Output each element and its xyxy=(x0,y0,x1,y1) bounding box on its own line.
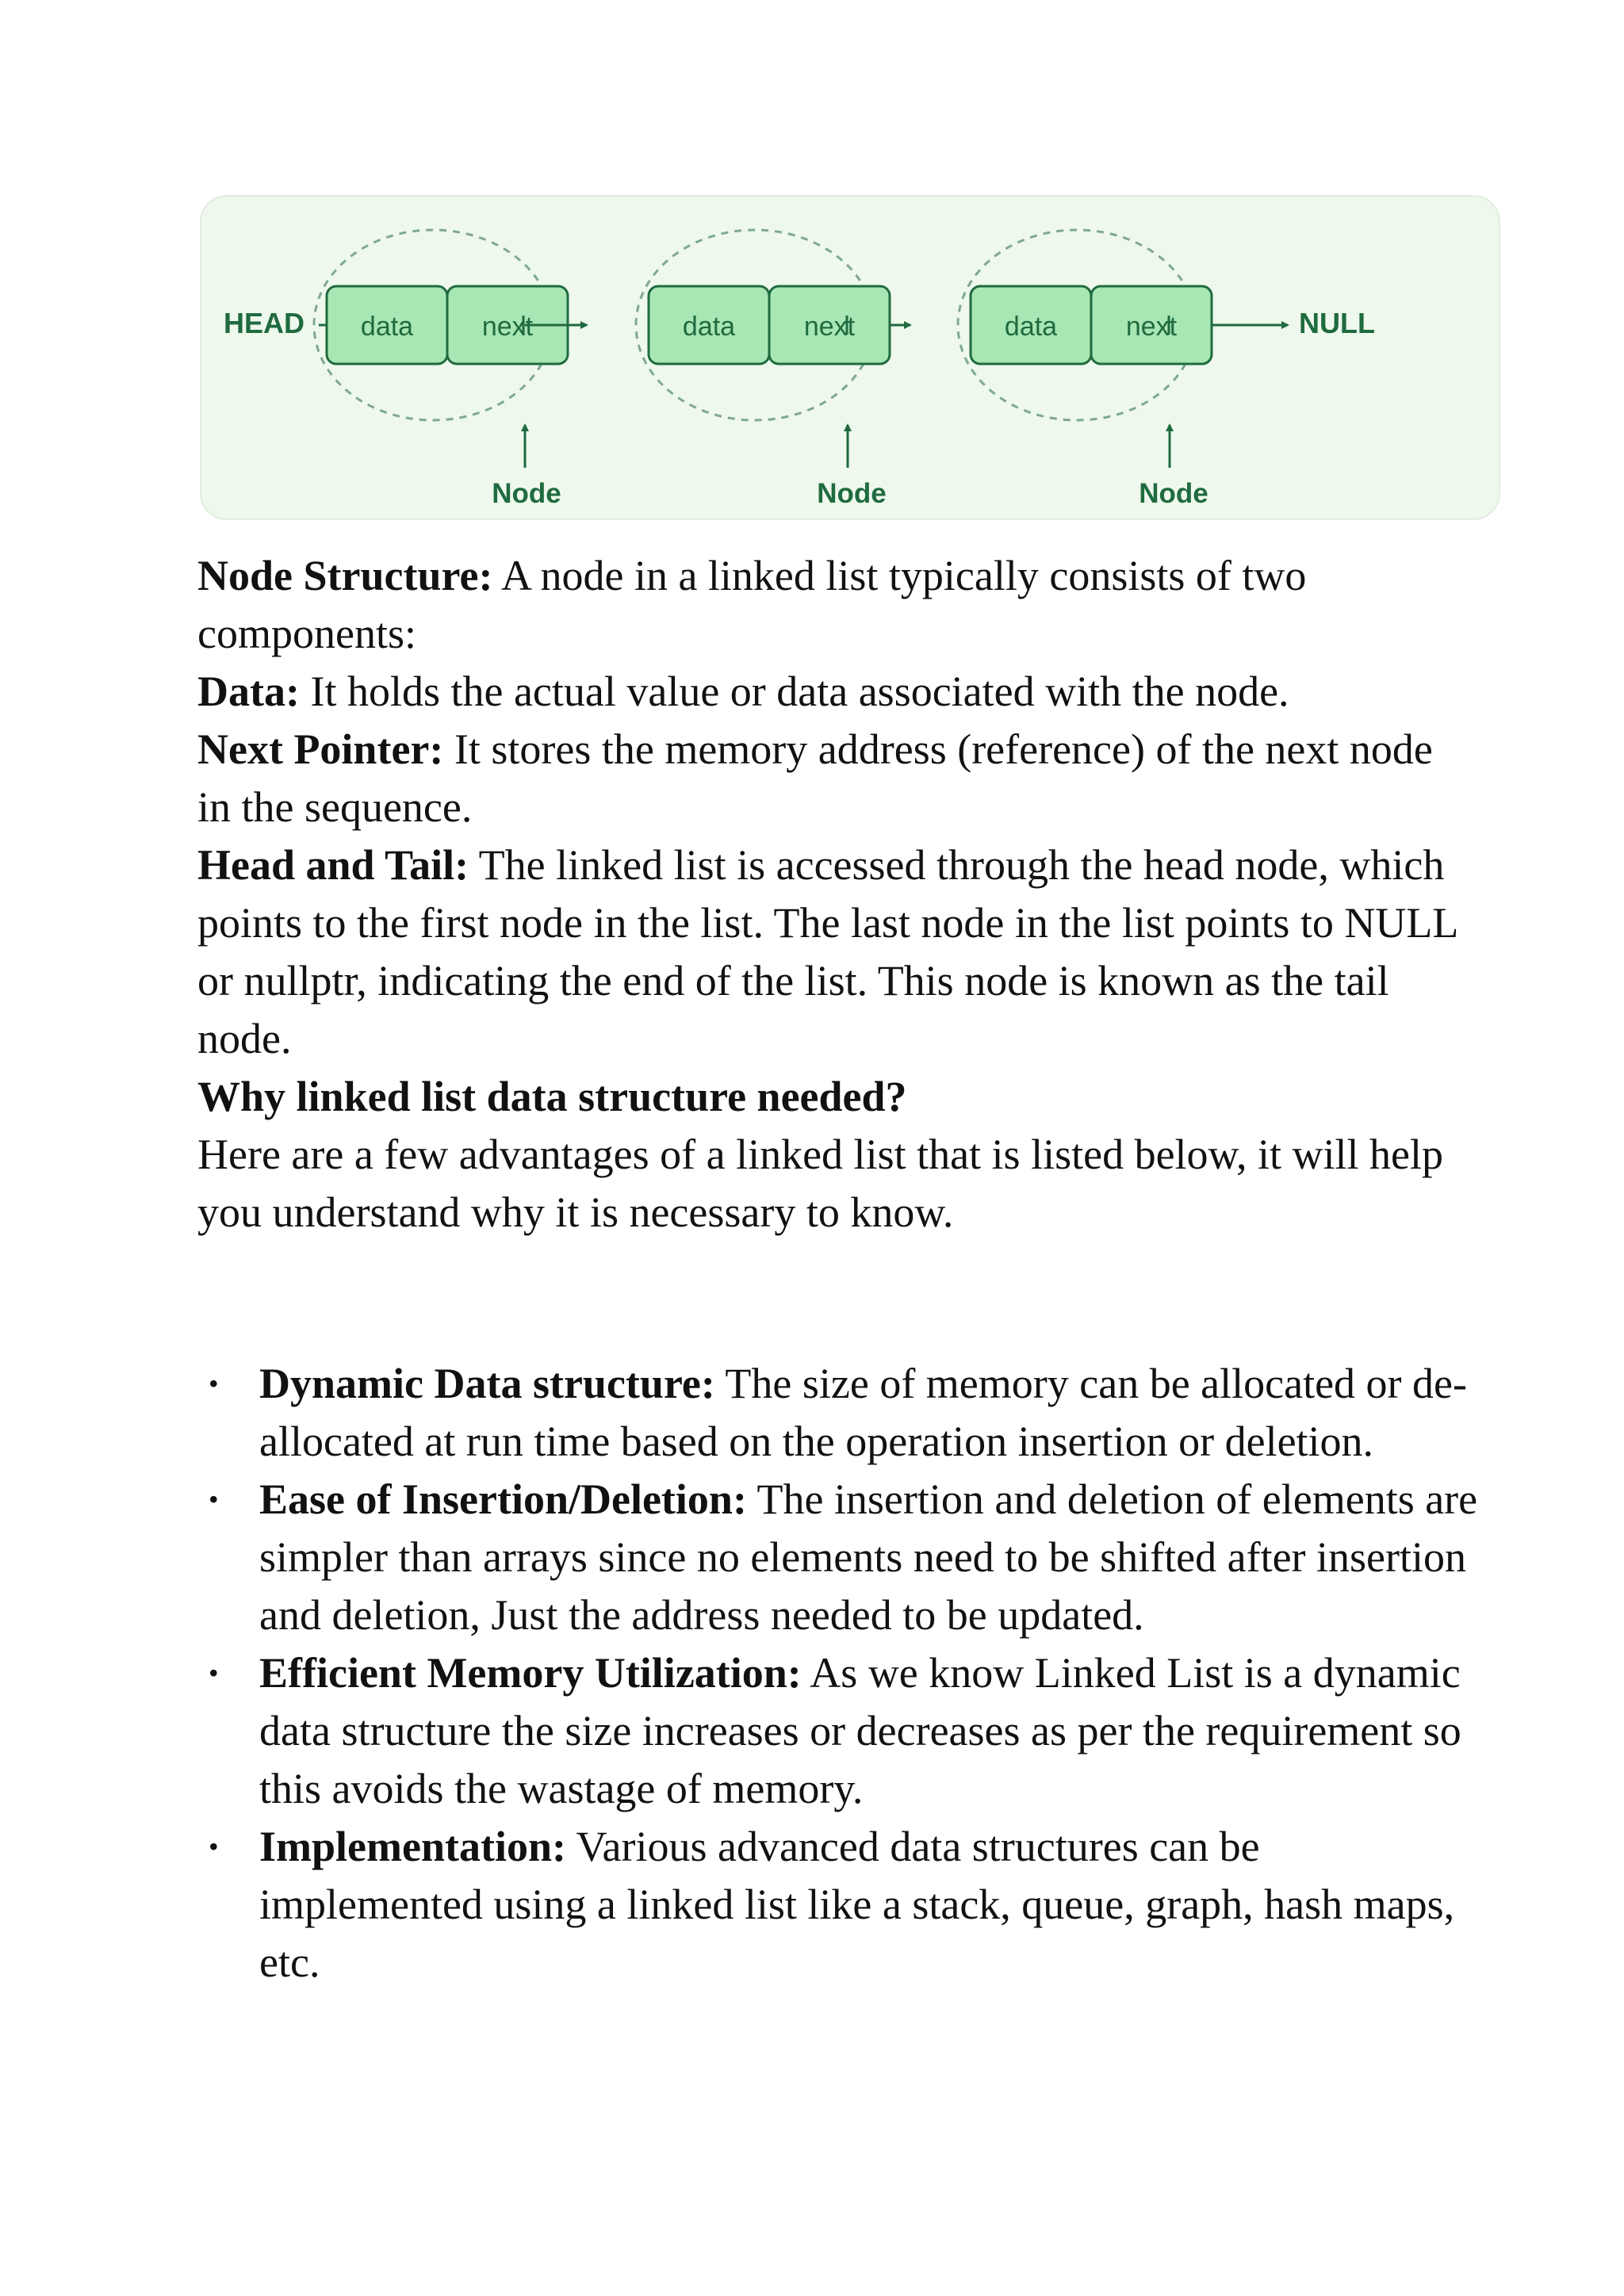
why-heading-text: Why linked list data structure needed? xyxy=(197,1073,907,1120)
bullet-2-text: The insertion and deletion of elements are simpler than arrays since no elements need to be shifted after insertion and deletion, Just the address needed to be updated. xyxy=(259,1475,1478,1639)
list-item xyxy=(197,1471,1482,1644)
intro-paragraph: Here are a few advantages of a linked list that is listed below, it will help you understand why it is necessary to know. xyxy=(197,1131,1444,1236)
node-1-next-label: next xyxy=(481,312,534,342)
node-2-data-label: data xyxy=(682,312,736,342)
node-2-next-label: next xyxy=(803,312,856,342)
bullet-1-text: The size of memory can be allocated or de-allocated at run time based on the operation insertion or deletion. xyxy=(259,1360,1467,1465)
node-3-data-label: data xyxy=(1004,312,1058,342)
bullet-3-label: Efficient Memory Utilization: xyxy=(259,1649,802,1697)
head-label: HEAD xyxy=(224,307,305,339)
head-tail-label: Head and Tail: xyxy=(197,841,469,889)
node-1 xyxy=(314,230,587,468)
node-1-caption: Node xyxy=(492,478,561,509)
bullet-4-label: Implementation: xyxy=(259,1823,566,1870)
node-structure-label: Node Structure: xyxy=(197,552,493,599)
node-3-next-label: next xyxy=(1125,312,1178,342)
node-structure-text: A node in a linked list typically consists of two components: xyxy=(197,552,1307,657)
node-structure-paragraph xyxy=(197,547,1466,663)
list-item xyxy=(197,1355,1482,1471)
list-item xyxy=(197,1644,1482,1818)
node-1-data-label: data xyxy=(360,312,414,342)
node-2-caption: Node xyxy=(817,478,887,509)
head-tail-text: The linked list is accessed through the head node, which points to the first node in the list. The last node in the list points to NULL or nullptr, indicating the end of the list. This node is known as the tail node. xyxy=(197,841,1457,1062)
node-2 xyxy=(636,230,910,468)
head-tail-paragraph xyxy=(197,836,1466,1068)
node-3-caption: Node xyxy=(1139,478,1208,509)
data-text: It holds the actual value or data associated with the node. xyxy=(299,668,1289,715)
next-pointer-text: It stores the memory address (reference) of the next node in the sequence. xyxy=(197,725,1433,831)
list-item xyxy=(197,1818,1482,1992)
linked-list-diagram xyxy=(200,195,1500,520)
linked-list-diagram-svg xyxy=(201,197,1500,520)
bullet-1-label: Dynamic Data structure: xyxy=(259,1360,715,1407)
why-heading xyxy=(197,1068,1466,1126)
bullet-4-text: Various advanced data structures can be implemented using a linked list like a stack, queue, graph, hash maps, etc. xyxy=(259,1823,1455,1986)
data-label: Data: xyxy=(197,668,300,715)
advantages-list xyxy=(197,1355,1482,1992)
bullet-2-label: Ease of Insertion/Deletion: xyxy=(259,1475,747,1523)
next-pointer-paragraph xyxy=(197,721,1466,836)
body-text xyxy=(197,547,1466,1242)
node-3 xyxy=(958,230,1288,468)
null-label: NULL xyxy=(1299,307,1375,339)
bullet-3-text: As we know Linked List is a dynamic data structure the size increases or decreases as per the requirement so this avoids the wastage of memory. xyxy=(259,1649,1461,1812)
data-paragraph xyxy=(197,663,1466,721)
next-pointer-label: Next Pointer: xyxy=(197,725,444,773)
